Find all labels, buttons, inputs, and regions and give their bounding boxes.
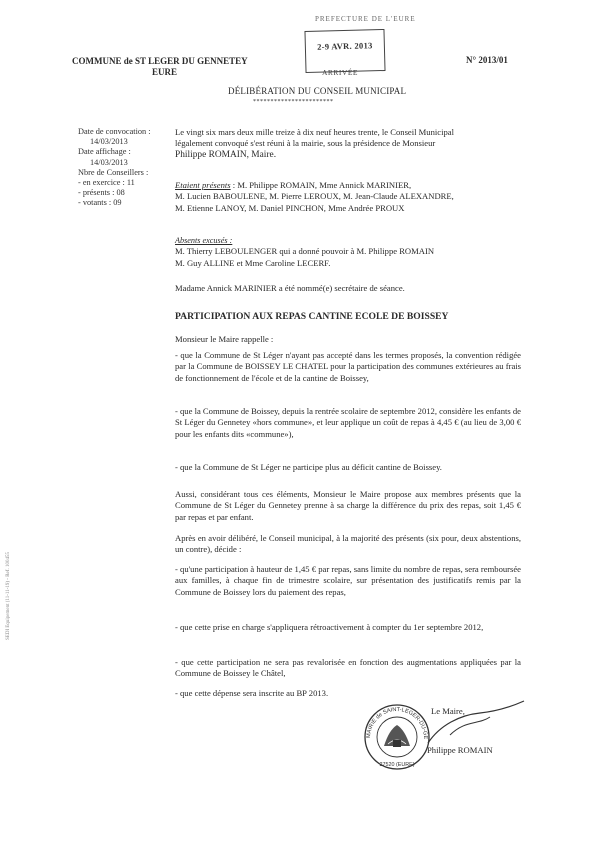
stamp-prefecture-text: PREFECTURE DE L'EURE	[315, 15, 416, 23]
intro-line: Le vingt six mars deux mille treize à dix neuf heures trente, le Conseil Municipal	[175, 127, 454, 137]
presents-label: Etaient présents	[175, 180, 231, 190]
title-stars: ***********************	[253, 99, 334, 105]
stamp-date: 2-9 AVR. 2013	[317, 40, 373, 52]
signature-name: Philippe ROMAIN	[427, 745, 493, 755]
convocation-label: Date de convocation :	[78, 127, 151, 136]
secretary-line: Madame Annick MARINIER a été nommé(e) secrétaire de séance.	[175, 283, 405, 293]
affichage-label: Date affichage :	[78, 147, 131, 157]
affichage-date: 14/03/2013	[90, 157, 128, 167]
decision-4: - que cette dépense sera inscrite au BP 2013.	[175, 688, 329, 698]
point-3: - que la Commune de St Léger ne participe plus au déficit cantine de Boissey.	[175, 462, 442, 472]
decision-3: - que cette participation ne sera pas revalorisée en fonction des augmentations appliquées par la Commune de Boissey le Châtel,	[175, 657, 521, 679]
seal-bottom-text: 27520 (EURE)	[379, 762, 415, 768]
departement: EURE	[152, 67, 178, 77]
presents-count: - présents : 08	[78, 188, 125, 198]
intro-paragraph	[175, 127, 454, 161]
seal-graphic	[362, 700, 432, 772]
arrival-stamp	[304, 29, 385, 73]
intro-line: légalement convoqué s'est réuni à la mairie, sous la présidence de Monsieur	[175, 138, 436, 149]
presents-block	[175, 180, 454, 214]
rappel-line: Monsieur le Maire rappelle :	[175, 334, 274, 344]
presents-line: : M. Philippe ROMAIN, Mme Annick MARINIER,	[232, 180, 412, 190]
signature-role: Le Maire,	[431, 706, 465, 716]
margin-reference: SEDI Equipement (11-11-19) - Ref. 100455	[6, 552, 11, 640]
mairie-seal	[362, 700, 432, 777]
decision-1: - qu'une participation à hauteur de 1,45 € par repas, sans limite du nombre de repas, sera remboursée aux familles, à chaque fin de trimestre scolaire, sur présentation des justificatifs remis par la Commune de Boissey lors du paiement des repas,	[175, 564, 521, 597]
handwritten-signature	[420, 695, 530, 755]
stamp-arrival-label: ARRIVÉE	[322, 68, 358, 77]
presents-line: M. Lucien BABOULENE, M. Pierre LEROUX, M. Jean-Claude ALEXANDRE,	[175, 191, 454, 202]
absents-label: Absents excusés :	[175, 236, 233, 245]
document-title: DÉLIBÉRATION DU CONSEIL MUNICIPAL	[228, 86, 407, 96]
absents-line: M. Guy ALLINE et Mme Caroline LECERF.	[175, 257, 331, 268]
seal-emblem	[384, 725, 410, 747]
intro-line: Philippe ROMAIN, Maire.	[175, 149, 277, 160]
presents-line: M. Etienne LANOY, M. Daniel PINCHON, Mme Andrée PROUX	[175, 202, 405, 213]
decision-2: - que cette prise en charge s'appliquera rétroactivement à compter du 1er septembre 2012,	[175, 622, 484, 632]
en-exercice: - en exercice : 11	[78, 178, 135, 188]
convocation-date: 14/03/2013	[90, 137, 128, 147]
point-1: - que la Commune de St Léger n'ayant pas accepté dans les termes proposés, la convention rédigée par la Commune de BOISSEY LE CHATEL pour la participation des communes extérieures au frais de fonctionnement de l'école et de la cantine de Boissey,	[175, 350, 521, 383]
votants-count: - votants : 09	[78, 198, 122, 208]
absents-block	[175, 235, 434, 269]
deliberation-number: N° 2013/01	[466, 55, 508, 65]
decision-intro: Après en avoir délibéré, le Conseil municipal, à la majorité des présents (six pour, deux abstentions, un contre), décide :	[175, 533, 521, 555]
proposal-paragraph: Aussi, considérant tous ces éléments, Monsieur le Maire propose aux membres présents que la Commune de St Léger du Gennetey prenne à sa charge la différence du prix des repas, soit 1,45 € par repas et par enfant.	[175, 489, 521, 522]
commune-name: COMMUNE de ST LEGER DU GENNETEY	[72, 56, 248, 66]
seal-ring-text: MAIRIE de SAINT-LEGER-DU-GE	[365, 706, 429, 740]
conseillers-label: Nbre de Conseillers :	[78, 167, 149, 177]
sidebar-info	[78, 127, 151, 209]
subject-heading: PARTICIPATION AUX REPAS CANTINE ECOLE DE BOISSEY	[175, 311, 449, 322]
absents-line: M. Thierry LEBOULENGER qui a donné pouvoir à M. Philippe ROMAIN	[175, 246, 435, 257]
point-2: - que la Commune de Boissey, depuis la rentrée scolaire de septembre 2012, considère les enfants de St Léger du Gennetey «hors commune», et leur applique un coût de repas à 4,45 € (au lieu de 3,00 € pour les enfants dits «commune»),	[175, 406, 521, 439]
